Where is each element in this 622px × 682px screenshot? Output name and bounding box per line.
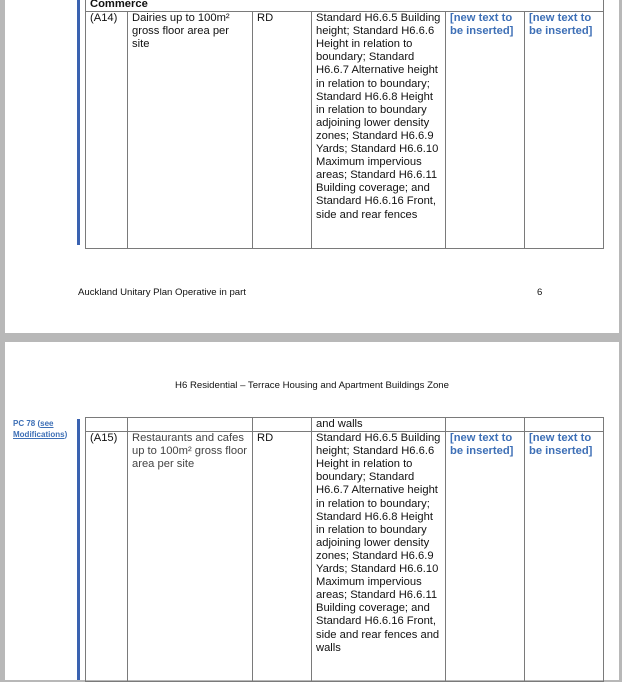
activity-id: (A14) bbox=[86, 12, 128, 249]
activity-table bbox=[85, 0, 604, 249]
activity-standards: Standard H6.6.5 Building height; Standard H6.6.6 Height in relation to boundary; Standard H6.6.7 Alternative height in relation to boundary; Standard H6.6.8 Height in relation to boundary adjoining lower density zones; Standard H6.6.9 Yards; Standard H6.6.10 Maximum impervious areas; Standard H6.6.11 Building coverage; and Standard H6.6.16 Front, side and rear fences and walls bbox=[312, 432, 446, 682]
change-bar bbox=[77, 0, 80, 245]
table-row bbox=[86, 432, 604, 682]
change-bar bbox=[77, 419, 80, 680]
section-heading-row bbox=[86, 0, 604, 12]
activity-standards: Standard H6.6.5 Building height; Standard H6.6.6 Height in relation to boundary; Standard H6.6.7 Alternative height in relation to boundary; Standard H6.6.8 Height in relation to boundary adjoining lower density zones; Standard H6.6.9 Yards; Standard H6.6.10 Maximum impervious areas; Standard H6.6.11 Building coverage; and Standard H6.6.16 Front, side and rear fences bbox=[312, 12, 446, 249]
table-row bbox=[86, 12, 604, 249]
activity-status: RD bbox=[253, 432, 312, 682]
new-text-placeholder: [new text to be inserted] bbox=[446, 432, 525, 682]
activity-description: Restaurants and cafes up to 100m² gross floor area per site bbox=[128, 432, 253, 682]
new-text-placeholder: [new text to be inserted] bbox=[525, 12, 604, 249]
empty-cell bbox=[525, 418, 604, 432]
activity-description: Dairies up to 100m² gross floor area per site bbox=[128, 12, 253, 249]
empty-cell bbox=[446, 418, 525, 432]
activity-table bbox=[85, 417, 604, 682]
document-page-1 bbox=[5, 0, 619, 333]
new-text-placeholder: [new text to be inserted] bbox=[525, 432, 604, 682]
document-page-2 bbox=[5, 342, 619, 680]
activity-status: RD bbox=[253, 12, 312, 249]
section-heading: Commerce bbox=[86, 0, 604, 12]
table-row-continued bbox=[86, 418, 604, 432]
continued-standards: and walls bbox=[312, 418, 446, 432]
margin-note-prefix: PC 78 ( bbox=[13, 419, 41, 428]
empty-cell bbox=[253, 418, 312, 432]
see-modifications-link[interactable]: see Modifications bbox=[13, 419, 65, 439]
empty-cell bbox=[128, 418, 253, 432]
page-number: 6 bbox=[537, 287, 543, 298]
new-text-placeholder: [new text to be inserted] bbox=[446, 12, 525, 249]
margin-note bbox=[13, 419, 77, 440]
empty-cell bbox=[86, 418, 128, 432]
activity-id: (A15) bbox=[86, 432, 128, 682]
footer-title: Auckland Unitary Plan Operative in part bbox=[78, 287, 246, 298]
page-header-title: H6 Residential – Terrace Housing and Apartment Buildings Zone bbox=[175, 380, 449, 391]
margin-note-suffix: ) bbox=[64, 429, 68, 439]
